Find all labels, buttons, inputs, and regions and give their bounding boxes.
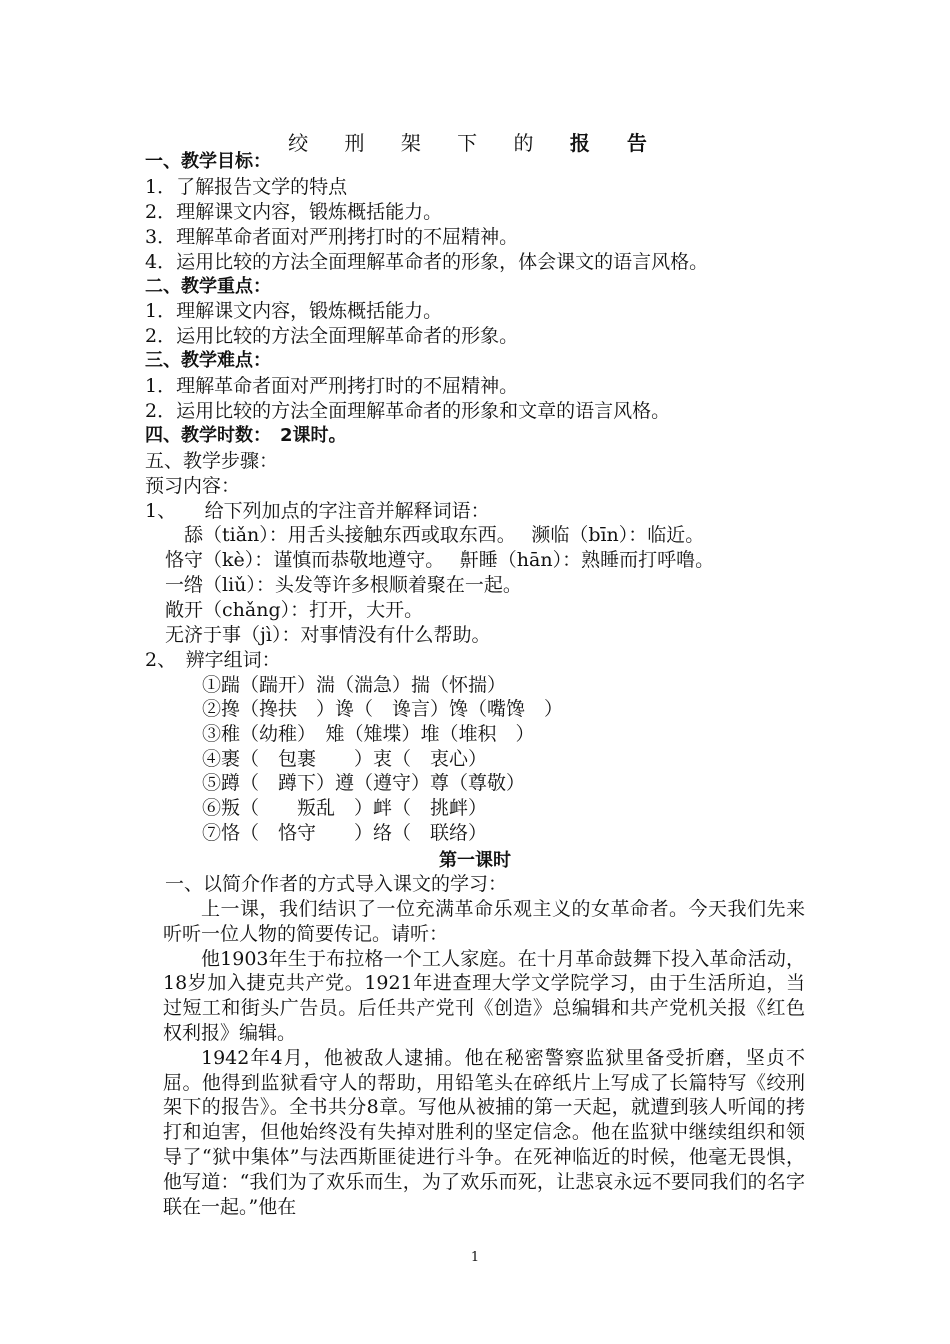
lesson-heading: 第一课时 [439, 850, 511, 871]
body-text [163, 897, 805, 1219]
preview-item-1: 1、 给下列加点的字注音并解释词语： [145, 500, 490, 522]
word-group: ①踹（踹开）湍（湍急）揣（怀揣） [202, 674, 507, 696]
difficulty-item: 1．理解革命者面对严刑拷打时的不屈精神。 [145, 375, 519, 397]
page-title: 绞 刑 架 下 的 报 告 [288, 131, 662, 155]
word-group: ⑥叛（ 叛乱 ）衅（ 挑衅） [202, 797, 488, 819]
page-number: 1 [470, 1250, 480, 1265]
goal-item: 4．运用比较的方法全面理解革命者的形象，体会课文的语言风格。 [145, 251, 709, 273]
goal-item: 1．了解报告文学的特点 [145, 176, 348, 198]
goal-item: 3．理解革命者面对严刑拷打时的不屈精神。 [145, 226, 519, 248]
intro-heading: 一、以简介作者的方式导入课文的学习： [165, 873, 508, 895]
steps-heading: 五、教学步骤： [145, 450, 279, 472]
difficulty-heading: 三、教学难点： [145, 350, 271, 371]
vocab-line: 舔（tiǎn）：用舌头接触东西或取东西。 濒临（bīn）：临近。 [165, 524, 705, 546]
vocab-line: 恪守（kè）：谨慎而恭敬地遵守。 鼾睡（hān）：熟睡而打呼噜。 [165, 549, 715, 571]
preview-heading: 预习内容： [145, 475, 241, 497]
focus-item: 2．运用比较的方法全面理解革命者的形象。 [145, 325, 519, 347]
goals-heading: 一、教学目标： [145, 151, 271, 172]
paragraph: 上一课，我们结识了一位充满革命乐观主义的女革命者。今天我们先来听听一位人物的简要传记。请听： [163, 898, 805, 945]
focus-item: 1．理解课文内容，锻炼概括能力。 [145, 300, 443, 322]
word-group: ⑦恪（ 恪守 ）络（ 联络） [202, 822, 488, 844]
goal-item: 2．理解课文内容，锻炼概括能力。 [145, 201, 443, 223]
vocab-line: 敞开（chǎng）：打开，大开。 [165, 599, 424, 621]
word-group: ②搀（搀扶 ）谗（ 谗言）馋（嘴馋 ） [202, 698, 564, 720]
paragraph: 1942年4月，他被敌人逮捕。他在秘密警察监狱里备受折磨，坚贞不屈。他得到监狱看守人的帮助，用铅笔头在碎纸片上写成了长篇特写《绞刑架下的报告》。全书共分8章。写他从被捕的第一天起，就遭到骇人听闻的拷打和迫害，但他始终没有失掉对胜利的坚定信念。他在监狱中继续组织和领导了“狱中集体”与法西斯匪徒进行斗争。在死神临近的时候，他毫无畏惧，他写道：“我们为了欢乐而生，为了欢乐而死，让悲哀永远不要同我们的名字联在一起。”他在 [163, 1046, 805, 1218]
paragraph: 他1903年生于布拉格一个工人家庭。在十月革命鼓舞下投入革命活动，18岁加入捷克共产党。1921年进查理大学文学院学习，由于生活所迫，当过短工和街头广告员。后任共产党刊《创造》总编辑和共产党机关报《红色权利报》编辑。 [163, 947, 805, 1044]
hours-heading: 四、教学时数： 2课时。 [145, 425, 347, 446]
vocab-line: 无济于事（jì）：对事情没有什么帮助。 [165, 624, 491, 646]
focus-heading: 二、教学重点： [145, 276, 271, 297]
word-group: ③稚（幼稚） 雉（雉堞）堆（堆积 ） [202, 723, 535, 745]
difficulty-item: 2．运用比较的方法全面理解革命者的形象和文章的语言风格。 [145, 400, 671, 422]
word-group: ⑤蹲（ 蹲下）遵（遵守）尊（尊敬） [202, 772, 526, 794]
vocab-line: 一绺（liǔ）：头发等许多根顺着聚在一起。 [165, 574, 522, 596]
preview-item-2: 2、 辨字组词： [145, 649, 281, 671]
word-group: ④裹（ 包裹 ）衷（ 衷心） [202, 748, 488, 770]
